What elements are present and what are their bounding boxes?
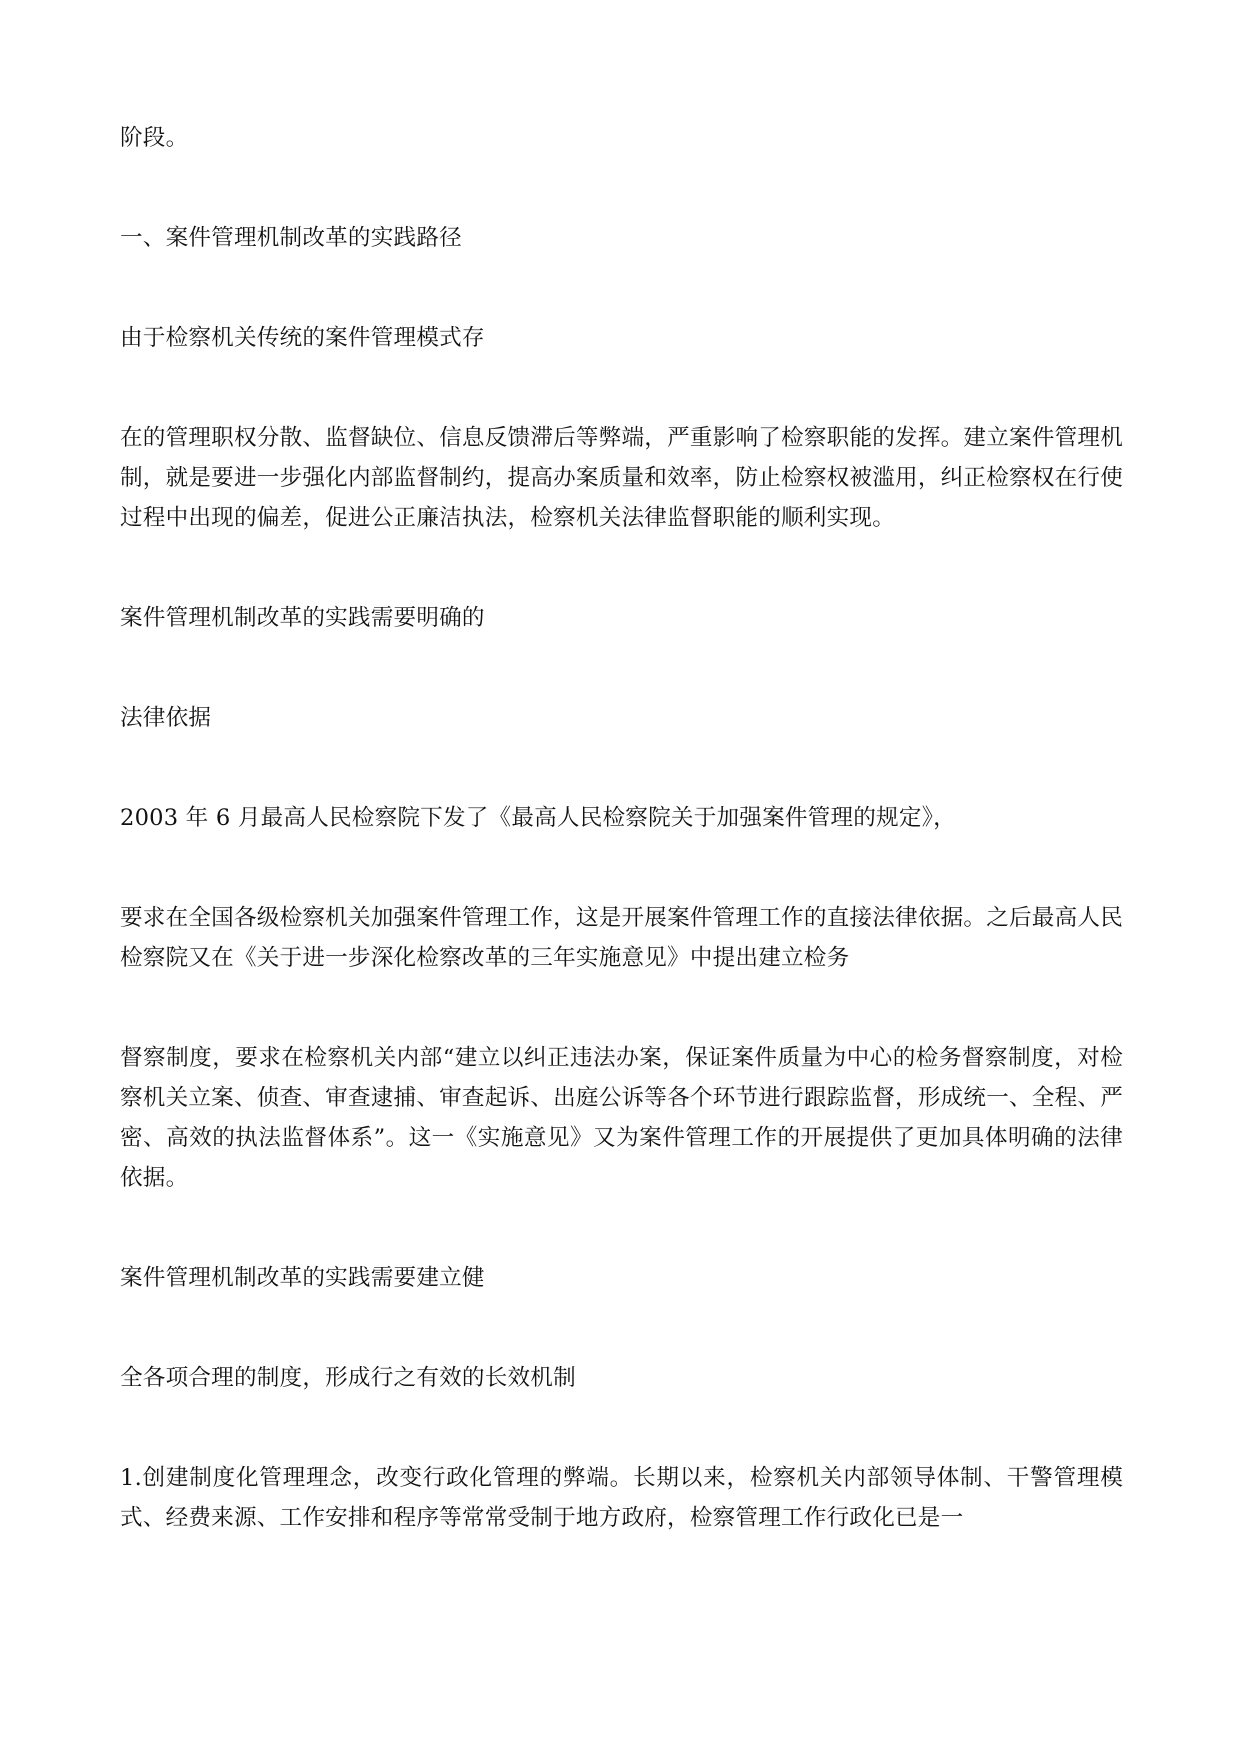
section-heading: 一、案件管理机制改革的实践路径 <box>120 225 462 251</box>
paragraph: 1.创建制度化管理理念，改变行政化管理的弊端。长期以来，检察机关内部领导体制、干警管理模式、经费来源、工作安排和程序等常常受制于地方政府，检察管理工作行政化已是一 <box>120 1465 1123 1531</box>
paragraph: 要求在全国各级检察机关加强案件管理工作，这是开展案件管理工作的直接法律依据。之后最高人民检察院又在《关于进一步深化检察改革的三年实施意见》中提出建立检务 <box>120 905 1123 971</box>
paragraph: 督察制度，要求在检察机关内部“建立以纠正违法办案，保证案件质量为中心的检务督察制度，对检察机关立案、侦查、审查逮捕、审查起诉、出庭公诉等各个环节进行跟踪监督，形成统一、全程、严密、高效的执法监督体系”。这一《实施意见》又为案件管理工作的开展提供了更加具体明确的法律依据。 <box>120 1045 1123 1191</box>
subheading: 案件管理机制改革的实践需要建立健 <box>120 1265 485 1291</box>
subheading: 全各项合理的制度，形成行之有效的长效机制 <box>120 1365 576 1391</box>
document-body <box>120 118 1123 1538</box>
paragraph: 2003 年 6 月最高人民检察院下发了《最高人民检察院关于加强案件管理的规定》， <box>120 805 956 831</box>
paragraph: 由于检察机关传统的案件管理模式存 <box>120 325 485 351</box>
subheading: 法律依据 <box>120 705 212 731</box>
subheading: 案件管理机制改革的实践需要明确的 <box>120 605 485 631</box>
paragraph-continuation: 阶段。 <box>120 125 189 151</box>
paragraph: 在的管理职权分散、监督缺位、信息反馈滞后等弊端，严重影响了检察职能的发挥。建立案件管理机制，就是要进一步强化内部监督制约，提高办案质量和效率，防止检察权被滥用，纠正检察权在行使过程中出现的偏差，促进公正廉洁执法，检察机关法律监督职能的顺利实现。 <box>120 425 1123 531</box>
